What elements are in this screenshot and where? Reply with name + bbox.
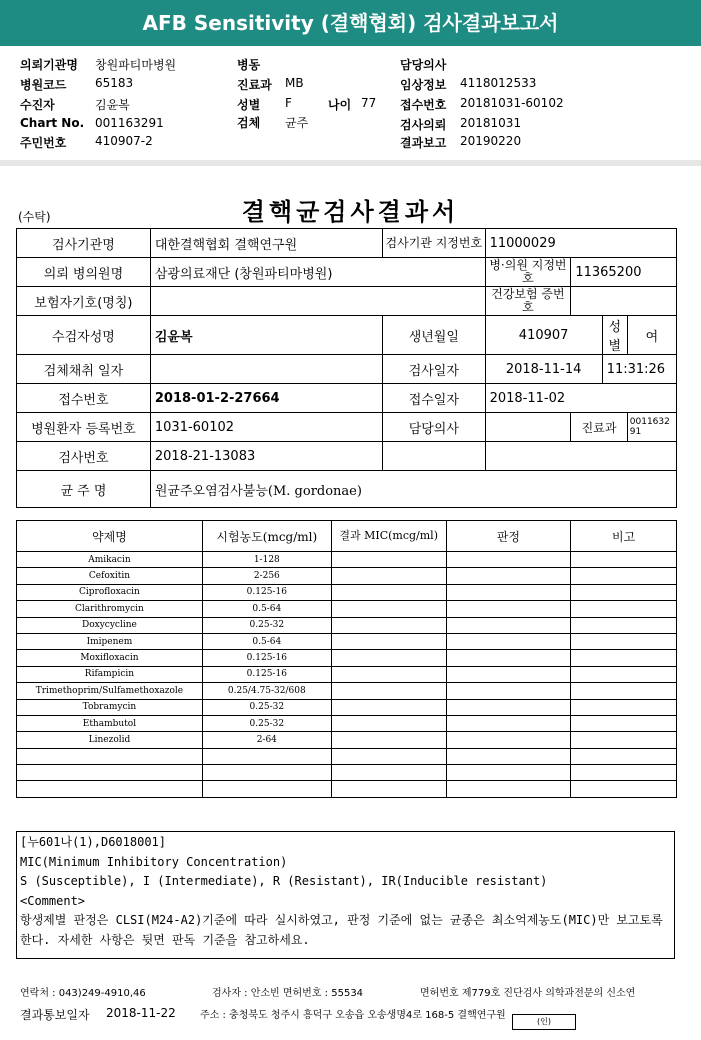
cell-value: 2018-11-14 xyxy=(485,355,602,384)
table-row xyxy=(17,442,677,471)
cell-label: 검사번호 xyxy=(17,442,151,471)
hosp-code-value: 65183 xyxy=(95,76,134,90)
req-org-label: 의뢰기관명 xyxy=(20,58,78,72)
report-date-value: 20190220 xyxy=(460,134,522,148)
drug-name: Ciprofloxacin xyxy=(17,584,203,600)
accession-value: 20181031-60102 xyxy=(460,96,564,110)
header-remark: 비고 xyxy=(571,521,677,552)
header-mic: 결과 MIC(mcg/ml) xyxy=(331,521,446,552)
test-range: 0.125-16 xyxy=(202,650,331,666)
cell-label: 접수일자 xyxy=(383,384,486,413)
cell-empty xyxy=(485,442,676,471)
table-row xyxy=(17,765,677,781)
cell-empty xyxy=(331,715,446,731)
test-range: 0.5-64 xyxy=(202,601,331,617)
cell-value: 대한결핵협회 결핵연구원 xyxy=(150,229,382,258)
patient-label: 수진자 xyxy=(20,98,55,112)
test-range: 0.25/4.75-32/608 xyxy=(202,683,331,699)
cell-empty xyxy=(331,650,446,666)
sutak-label: (수탁) xyxy=(18,210,51,224)
cell-value: 1031-60102 xyxy=(150,413,382,442)
drug-name: Clarithromycin xyxy=(17,601,203,617)
cell-empty xyxy=(331,748,446,764)
table-row xyxy=(17,601,677,617)
cell-value xyxy=(571,287,677,316)
cell-empty xyxy=(446,666,571,682)
cell-value: 11:31:26 xyxy=(602,355,676,384)
table-row xyxy=(17,384,677,413)
cell-label: 건강보험 증번호 xyxy=(485,287,571,316)
cell-label: 생년월일 xyxy=(383,316,486,355)
drug-name: Moxifloxacin xyxy=(17,650,203,666)
cell-empty xyxy=(331,732,446,748)
cell-empty xyxy=(571,633,677,649)
cell-empty xyxy=(446,765,571,781)
req-org-value: 창원파티마병원 xyxy=(95,58,177,72)
cell-value xyxy=(150,355,382,384)
cell-empty xyxy=(202,748,331,764)
table-row xyxy=(17,229,677,258)
table-row xyxy=(17,699,677,715)
test-range: 0.25-32 xyxy=(202,617,331,633)
cell-value xyxy=(150,287,485,316)
cell-empty xyxy=(446,683,571,699)
cell-empty xyxy=(571,715,677,731)
header-drug: 약제명 xyxy=(17,521,203,552)
cell-empty xyxy=(331,568,446,584)
req-date-value: 20181031 xyxy=(460,116,522,130)
header-range: 시험농도(mcg/ml) xyxy=(202,521,331,552)
table-row xyxy=(17,316,677,355)
ward-label: 병동 xyxy=(237,58,261,72)
table-header-row xyxy=(17,521,677,552)
cell-label: 보험자기호(명칭) xyxy=(17,287,151,316)
test-range: 2-64 xyxy=(202,732,331,748)
cell-empty xyxy=(571,683,677,699)
cell-label: 검사일자 xyxy=(383,355,486,384)
footer-report-date-label: 결과통보일자 xyxy=(20,1008,90,1022)
cell-empty xyxy=(571,699,677,715)
chart-label: Chart No. xyxy=(20,116,85,130)
document-title: 결핵균검사결과서 xyxy=(241,197,460,226)
table-row xyxy=(17,617,677,633)
cell-value: 001163291 xyxy=(627,413,676,442)
cell-value: 2018-01-2-27664 xyxy=(150,384,382,413)
report-date-label: 결과보고 xyxy=(400,136,447,150)
table-row xyxy=(17,568,677,584)
drug-name: Tobramycin xyxy=(17,699,203,715)
cell-value: 11000029 xyxy=(485,229,676,258)
cell-empty xyxy=(571,765,677,781)
cell-value: 2018-11-02 xyxy=(485,384,676,413)
accession-label: 접수번호 xyxy=(400,98,447,112)
table-row xyxy=(17,633,677,649)
cell-label: 검사기관 지정번호 xyxy=(383,229,486,258)
table-row xyxy=(17,748,677,764)
cell-empty xyxy=(571,732,677,748)
patient-info-panel xyxy=(0,46,701,154)
test-range: 2-256 xyxy=(202,568,331,584)
cell-empty xyxy=(202,765,331,781)
cell-empty xyxy=(331,633,446,649)
table-row xyxy=(17,666,677,682)
cell-label: 수검자성명 xyxy=(17,316,151,355)
cell-empty xyxy=(571,748,677,764)
cell-label: 병·의원 지정번호 xyxy=(485,258,571,287)
table-row xyxy=(17,650,677,666)
cell-empty xyxy=(446,601,571,617)
cell-empty xyxy=(331,699,446,715)
drug-name: Trimethoprim/Sulfamethoxazole xyxy=(17,683,203,699)
cell-empty xyxy=(446,781,571,797)
sensitivity-table xyxy=(16,520,677,798)
cell-value: 원균주오염검사불능(M. gordonae) xyxy=(150,471,676,508)
cell-label: 균 주 명 xyxy=(17,471,151,508)
drug-name: Linezolid xyxy=(17,732,203,748)
cell-empty xyxy=(446,633,571,649)
cell-empty xyxy=(571,601,677,617)
table-row xyxy=(17,413,677,442)
req-date-label: 검사의뢰 xyxy=(400,118,447,132)
table-row xyxy=(17,287,677,316)
cell-value xyxy=(485,413,571,442)
cell-empty xyxy=(331,781,446,797)
report-info-table xyxy=(16,228,677,508)
cell-value: 11365200 xyxy=(571,258,677,287)
cell-label: 검사기관명 xyxy=(17,229,151,258)
report-title-bar xyxy=(0,0,701,46)
footer-license: 면허번호 제779호 진단검사 의학과전문의 신소연 xyxy=(420,988,636,999)
cell-empty xyxy=(571,552,677,568)
cell-empty xyxy=(331,552,446,568)
cell-empty xyxy=(331,765,446,781)
test-range: 0.25-32 xyxy=(202,715,331,731)
cell-empty xyxy=(331,617,446,633)
cell-label: 담당의사 xyxy=(383,413,486,442)
cell-value: 삼광의료재단 (창원파티마병원) xyxy=(150,258,485,287)
rrn-value: 410907-2 xyxy=(95,134,153,148)
comment-code: [누601나(1),D6018001] xyxy=(20,835,167,849)
cell-label: 성별 xyxy=(602,316,627,355)
dept-value: MB xyxy=(285,76,304,90)
comment-legend: S (Susceptible), I (Intermediate), R (Resistant), IR(Inducible resistant) xyxy=(20,874,548,888)
drug-name: Imipenem xyxy=(17,633,203,649)
test-range: 0.5-64 xyxy=(202,633,331,649)
header-judgment: 판정 xyxy=(446,521,571,552)
cell-empty xyxy=(446,617,571,633)
test-range: 0.125-16 xyxy=(202,666,331,682)
drug-name: Amikacin xyxy=(17,552,203,568)
cell-empty xyxy=(571,650,677,666)
table-row xyxy=(17,471,677,508)
cell-empty xyxy=(571,568,677,584)
cell-empty xyxy=(446,715,571,731)
cell-label: 접수번호 xyxy=(17,384,151,413)
cell-empty xyxy=(571,584,677,600)
cell-empty xyxy=(446,650,571,666)
drug-name: Doxycycline xyxy=(17,617,203,633)
cell-empty xyxy=(571,666,677,682)
cell-empty xyxy=(571,781,677,797)
table-row xyxy=(17,683,677,699)
section-divider xyxy=(0,160,701,166)
table-row xyxy=(17,355,677,384)
sex-label: 성별 xyxy=(237,98,261,112)
age-label: 나이 xyxy=(328,98,352,112)
cell-value: 여 xyxy=(627,316,676,355)
cell-empty xyxy=(446,748,571,764)
age-value: 77 xyxy=(361,96,377,110)
clinical-value: 4118012533 xyxy=(460,76,537,90)
footer-address: 주소 : 충청북도 청주시 흥덕구 오송읍 오송생명4로 168-5 결핵연구원 xyxy=(200,1010,506,1021)
cell-empty xyxy=(17,748,203,764)
cell-label: 진료과 xyxy=(571,413,627,442)
footer-report-date: 2018-11-22 xyxy=(106,1006,176,1020)
patient-value: 김윤복 xyxy=(95,98,130,112)
test-range: 0.125-16 xyxy=(202,584,331,600)
cell-label: 병원환자 등록번호 xyxy=(17,413,151,442)
rrn-label: 주민번호 xyxy=(20,136,67,150)
cell-empty xyxy=(17,781,203,797)
test-range: 1-128 xyxy=(202,552,331,568)
cell-empty xyxy=(331,666,446,682)
table-row xyxy=(17,781,677,797)
cell-label: 검체채취 일자 xyxy=(17,355,151,384)
table-row xyxy=(17,584,677,600)
chart-value: 001163291 xyxy=(95,116,164,130)
comment-heading: <Comment> xyxy=(20,893,86,908)
hosp-code-label: 병원코드 xyxy=(20,78,67,92)
clinical-label: 임상정보 xyxy=(400,78,447,92)
cell-empty xyxy=(331,584,446,600)
specimen-label: 검체 xyxy=(237,116,261,130)
cell-empty xyxy=(571,617,677,633)
sex-value: F xyxy=(285,96,292,110)
table-row xyxy=(17,258,677,287)
cell-empty xyxy=(202,781,331,797)
cell-empty xyxy=(446,552,571,568)
seal-stamp: (인) xyxy=(512,1014,576,1030)
cell-empty xyxy=(446,584,571,600)
cell-empty xyxy=(331,601,446,617)
cell-empty xyxy=(383,442,486,471)
cell-value: 김윤복 xyxy=(150,316,382,355)
comment-box xyxy=(16,831,675,959)
footer-tester: 검사자 : 안소빈 면허번호 : 55534 xyxy=(212,988,364,999)
table-row xyxy=(17,715,677,731)
drug-name: Cefoxitin xyxy=(17,568,203,584)
specimen-value: 균주 xyxy=(285,116,309,130)
table-row xyxy=(17,732,677,748)
cell-empty xyxy=(446,732,571,748)
dept-label: 진료과 xyxy=(237,78,272,92)
report-title: AFB Sensitivity (결핵협회) 검사결과보고서 xyxy=(142,11,559,35)
drug-name: Ethambutol xyxy=(17,715,203,731)
cell-empty xyxy=(331,683,446,699)
drug-name: Rifampicin xyxy=(17,666,203,682)
comment-mic-def: MIC(Minimum Inhibitory Concentration) xyxy=(20,854,288,869)
comment-text: 항생제별 판정은 CLSI(M24-A2)기준에 따라 실시하였고, 판정 기준에 없는 균종은 최소억제농도(MIC)만 보고토록 한다. 자세한 사항은 뒷면 판독 기준을 참고하세요. xyxy=(20,913,663,947)
cell-empty xyxy=(446,568,571,584)
cell-empty xyxy=(17,765,203,781)
cell-value: 2018-21-13083 xyxy=(150,442,382,471)
footer-contact: 연락처 : 043)249-4910,46 xyxy=(20,988,146,999)
doctor-label: 담당의사 xyxy=(400,58,447,72)
cell-label: 의뢰 병의원명 xyxy=(17,258,151,287)
table-row xyxy=(17,552,677,568)
test-range: 0.25-32 xyxy=(202,699,331,715)
cell-value: 410907 xyxy=(485,316,602,355)
cell-empty xyxy=(446,699,571,715)
